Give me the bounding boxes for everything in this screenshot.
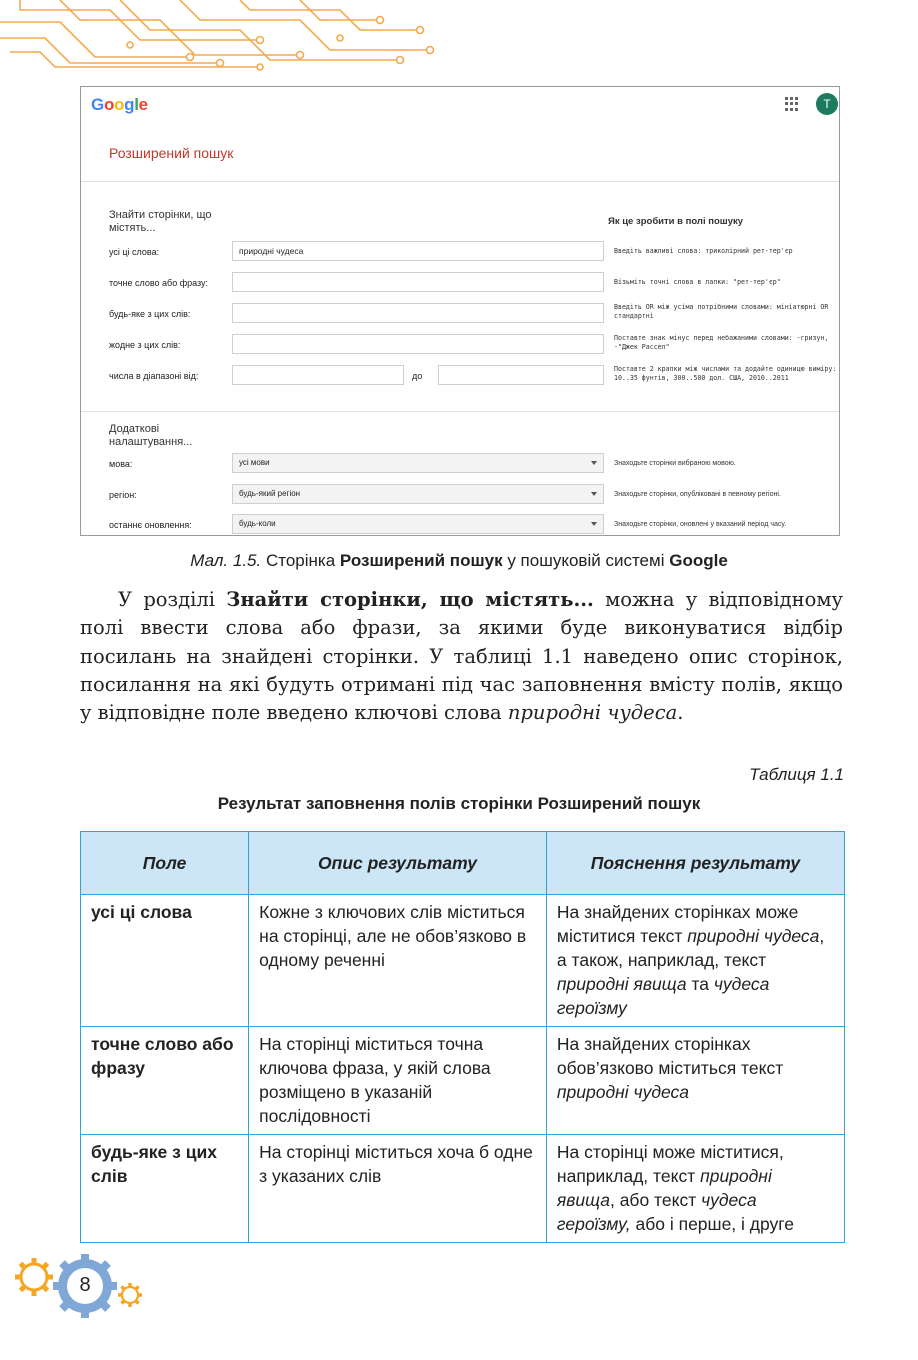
chevron-down-icon xyxy=(591,461,597,465)
page-number: 8 xyxy=(79,1274,91,1296)
divider xyxy=(81,181,840,182)
field-cell: будь-яке з цих слів xyxy=(81,1135,249,1243)
explanation-cell: На знайдених сторінках обов’язково міститься текст природні чудеса xyxy=(546,1027,844,1135)
figure-caption: Мал. 1.5. Сторінка Розширений пошук у пошуковій системі Google xyxy=(190,551,728,570)
explanation-cell: На знайдених сторінках може міститися текст природні чудеса, а також, наприклад, текст природні явища та чудеса героїзму xyxy=(546,895,844,1027)
page-title: Розширений пошук xyxy=(109,145,234,161)
label-language: мова: xyxy=(109,459,133,469)
table-row xyxy=(81,895,845,1027)
label-region: регіон: xyxy=(109,490,137,500)
range-from-input[interactable] xyxy=(232,365,404,385)
hint-last-update: Знаходьте сторінки, оновлені у вказаний період часу. xyxy=(614,521,787,528)
table-number: Таблиця 1.1 xyxy=(749,765,844,784)
apps-grid-icon[interactable] xyxy=(785,97,799,111)
any-words-input[interactable] xyxy=(232,303,604,323)
range-to-label: до xyxy=(412,371,423,381)
hint-any-words: Введіть OR між усіма потрібними словами: мініатюрні OR стандартні xyxy=(614,303,829,320)
results-table xyxy=(80,831,845,1243)
label-all-words: усі ці слова: xyxy=(109,247,160,257)
label-none-words: жодне з цих слів: xyxy=(109,340,181,350)
description-cell: На сторінці міститься хоча б одне з указаних слів xyxy=(249,1135,547,1243)
hint-region: Знаходьте сторінки, опубліковані в певному регіоні. xyxy=(614,491,781,498)
hint-all-words: Введіть важливі слова: триколірний рет-тер'єр xyxy=(614,247,793,255)
google-logo: Google xyxy=(91,95,148,114)
hint-exact-phrase: Візьміть точні слова в лапки: "рет-тер'єр" xyxy=(614,278,781,286)
language-select[interactable]: усі мови xyxy=(232,453,604,473)
table-row xyxy=(81,1135,845,1243)
hint-language: Знаходьте сторінки вибраною мовою. xyxy=(614,460,736,467)
google-advanced-search-screenshot xyxy=(80,86,840,536)
how-to-title: Як це зробити в полі пошуку xyxy=(608,216,744,227)
field-cell: усі ці слова xyxy=(81,895,249,1027)
range-to-input[interactable] xyxy=(438,365,604,385)
explanation-cell: На сторінці може міститися, наприклад, текст природні явища, або текст чудеса героїзму, або і перше, і друге xyxy=(546,1135,844,1243)
body-paragraph: У розділі Знайти сторінки, що містять... можна у відповідному полі ввести слова або фрази, за якими буде виконуватися відбір посилань на знайдені сторінки. У таблиці 1.1 наведено опис сторінок, посилання на які будуть отримані під час заповнення вмісту полів, якщо у відповідне поле введено ключові слова природні чудеса. xyxy=(80,588,844,725)
table-header: Пояснення результату xyxy=(546,832,844,895)
hint-number-range: Поставте 2 крапки між числами та додайте одиницю виміру: 10..35 фунтів, 300..500 дол. США, 2010..2011 xyxy=(614,365,837,382)
field-cell: точне слово або фразу xyxy=(81,1027,249,1135)
chevron-down-icon xyxy=(591,522,597,526)
hint-none-words: Поставте знак мінус перед небажаними словами: -гризун, -"Джек Рассел" xyxy=(614,334,829,351)
label-exact-phrase: точне слово або фразу: xyxy=(109,278,209,288)
table-title: Результат заповнення полів сторінки Розширений пошук xyxy=(217,794,701,813)
description-cell: Кожне з ключових слів міститься на сторінці, але не обов’язково в одному реченні xyxy=(249,895,547,1027)
exact-phrase-input[interactable] xyxy=(232,272,604,292)
label-number-range: числа в діапазоні від: xyxy=(109,371,199,381)
none-words-input[interactable] xyxy=(232,334,604,354)
last-update-select[interactable]: будь-коли xyxy=(232,514,604,534)
circuit-decoration xyxy=(0,0,440,72)
all-words-input[interactable]: природні чудеса xyxy=(232,241,604,261)
label-any-words: будь-яке з цих слів: xyxy=(109,309,191,319)
label-last-update: останнє оновлення: xyxy=(109,520,192,530)
region-select[interactable]: будь-який регіон xyxy=(232,484,604,504)
table-header: Поле xyxy=(81,832,249,895)
table-header: Опис результату xyxy=(249,832,547,895)
description-cell: На сторінці міститься точна ключова фраза, у якій слова розміщено в указаній послідовності xyxy=(249,1027,547,1135)
avatar[interactable]: T xyxy=(816,93,838,115)
chevron-down-icon xyxy=(591,492,597,496)
divider xyxy=(81,411,840,412)
table-row xyxy=(81,1027,845,1135)
find-section-title: Знайти сторінки, що містять... xyxy=(109,209,212,234)
extra-section-title: Додаткові налаштування... xyxy=(109,423,193,448)
